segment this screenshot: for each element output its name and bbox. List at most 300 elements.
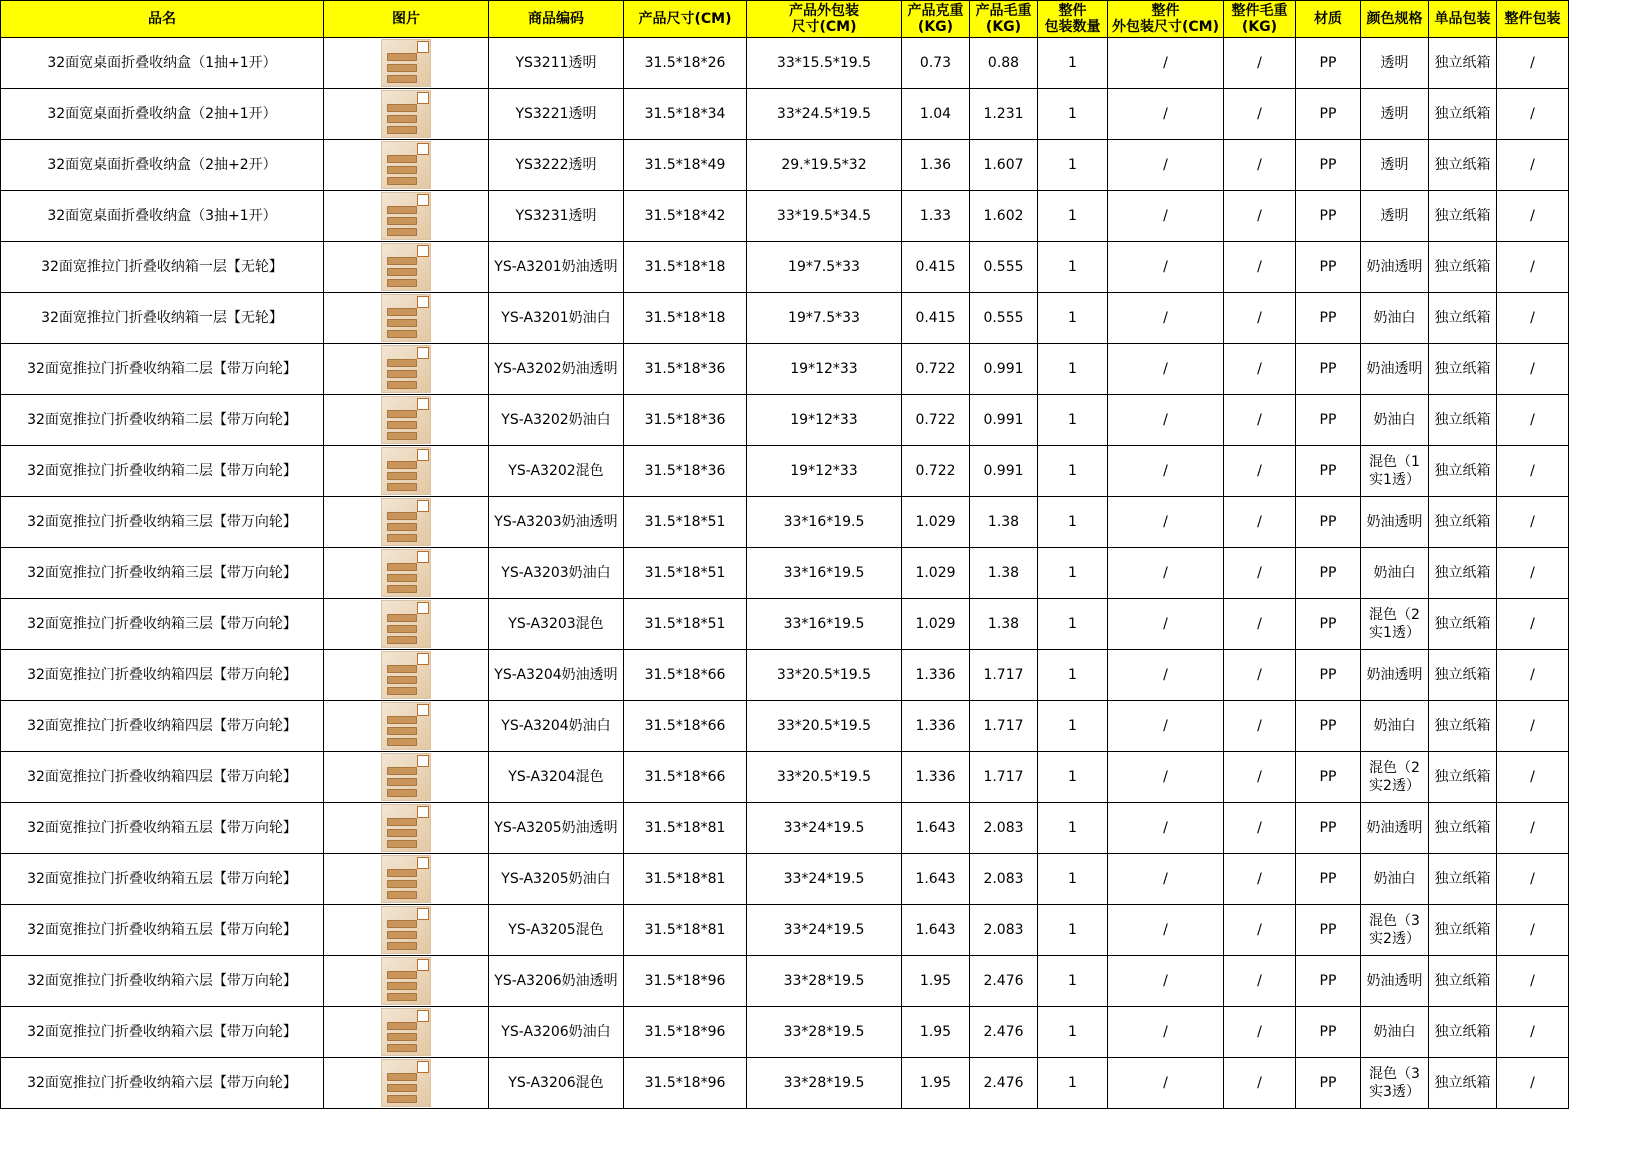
thumbnail-drawer xyxy=(387,563,417,571)
thumbnail-drawer xyxy=(387,1044,417,1052)
table-row xyxy=(1,497,1569,548)
product-code-cell: YS3211透明 xyxy=(489,38,624,89)
thumbnail-drawer xyxy=(387,880,417,888)
case-weight-cell: / xyxy=(1224,395,1296,446)
header-label: 整件毛重 xyxy=(1231,3,1288,19)
product-code-cell: YS-A3204奶油白 xyxy=(489,701,624,752)
net-weight-cell: 1.04 xyxy=(902,89,970,140)
thumbnail-drawer xyxy=(387,534,417,542)
product-image-cell xyxy=(324,1058,489,1109)
case-size-cell: / xyxy=(1108,140,1224,191)
table-row xyxy=(1,140,1569,191)
header-label: 产品克重 xyxy=(907,3,964,19)
package-size-cell: 33*24*19.5 xyxy=(747,905,902,956)
case-size-cell: / xyxy=(1108,293,1224,344)
package-size-cell: 33*19.5*34.5 xyxy=(747,191,902,242)
thumbnail-drawer xyxy=(387,217,417,225)
net-weight-cell: 1.029 xyxy=(902,497,970,548)
thumbnail-drawer xyxy=(387,869,417,877)
case-weight-cell: / xyxy=(1224,1058,1296,1109)
thumbnail-drawer xyxy=(387,738,417,746)
case-package-cell: / xyxy=(1497,650,1569,701)
thumbnail-drawer xyxy=(387,523,417,531)
case-weight-cell: / xyxy=(1224,599,1296,650)
thumbnail-drawer xyxy=(387,727,417,735)
thumbnail-drawer xyxy=(387,665,417,673)
unit-package-cell: 独立纸箱 xyxy=(1429,752,1497,803)
product-size-cell: 31.5*18*96 xyxy=(624,1058,747,1109)
thumbnail-drawer xyxy=(387,716,417,724)
table-row xyxy=(1,905,1569,956)
thumbnail-drawer xyxy=(387,971,417,979)
product-name-cell: 32面宽推拉门折叠收纳箱四层【带万向轮】 xyxy=(1,701,324,752)
thumbnail-drawer xyxy=(387,155,417,163)
net-weight-cell: 0.722 xyxy=(902,344,970,395)
package-size-cell: 33*24*19.5 xyxy=(747,803,902,854)
material-cell: PP xyxy=(1296,854,1361,905)
net-weight-cell: 1.643 xyxy=(902,803,970,854)
gross-weight-cell: 1.38 xyxy=(970,497,1038,548)
table-row xyxy=(1,89,1569,140)
header-label: 产品外包装 xyxy=(789,3,859,19)
col-color-header xyxy=(1361,1,1429,38)
net-weight-cell: 1.336 xyxy=(902,752,970,803)
product-size-cell: 31.5*18*42 xyxy=(624,191,747,242)
package-size-cell: 33*15.5*19.5 xyxy=(747,38,902,89)
color-spec-cell: 透明 xyxy=(1361,140,1429,191)
product-code-cell: YS3222透明 xyxy=(489,140,624,191)
material-cell: PP xyxy=(1296,446,1361,497)
material-cell: PP xyxy=(1296,344,1361,395)
color-spec-cell: 奶油透明 xyxy=(1361,242,1429,293)
gross-weight-cell: 1.607 xyxy=(970,140,1038,191)
case-weight-cell: / xyxy=(1224,140,1296,191)
product-image-cell xyxy=(324,803,489,854)
net-weight-cell: 1.95 xyxy=(902,1007,970,1058)
thumbnail-drawer xyxy=(387,931,417,939)
product-thumbnail-image xyxy=(381,600,431,648)
case-qty-cell: 1 xyxy=(1038,1058,1108,1109)
thumbnail-drawer xyxy=(387,1095,417,1103)
product-size-cell: 31.5*18*18 xyxy=(624,293,747,344)
col-net-weight-header xyxy=(902,1,970,38)
thumbnail-label xyxy=(417,959,429,971)
product-code-cell: YS-A3201奶油透明 xyxy=(489,242,624,293)
table-row xyxy=(1,854,1569,905)
package-size-cell: 33*24.5*19.5 xyxy=(747,89,902,140)
thumbnail-drawer xyxy=(387,461,417,469)
table-row xyxy=(1,1058,1569,1109)
thumbnail-drawer xyxy=(387,75,417,83)
product-image-cell xyxy=(324,38,489,89)
product-name-cell: 32面宽推拉门折叠收纳箱五层【带万向轮】 xyxy=(1,854,324,905)
unit-package-cell: 独立纸箱 xyxy=(1429,497,1497,548)
case-package-cell: / xyxy=(1497,191,1569,242)
thumbnail-drawer xyxy=(387,308,417,316)
gross-weight-cell: 1.38 xyxy=(970,548,1038,599)
unit-package-cell: 独立纸箱 xyxy=(1429,242,1497,293)
net-weight-cell: 1.336 xyxy=(902,650,970,701)
unit-package-cell: 独立纸箱 xyxy=(1429,548,1497,599)
material-cell: PP xyxy=(1296,1007,1361,1058)
thumbnail-label xyxy=(417,653,429,665)
thumbnail-drawer xyxy=(387,1084,417,1092)
thumbnail-drawer xyxy=(387,228,417,236)
thumbnail-drawer xyxy=(387,891,417,899)
case-size-cell: / xyxy=(1108,344,1224,395)
thumbnail-drawer xyxy=(387,370,417,378)
case-weight-cell: / xyxy=(1224,89,1296,140)
col-size-header xyxy=(624,1,747,38)
color-spec-cell: 透明 xyxy=(1361,38,1429,89)
product-thumbnail-image xyxy=(381,549,431,597)
unit-package-cell: 独立纸箱 xyxy=(1429,599,1497,650)
gross-weight-cell: 0.555 xyxy=(970,242,1038,293)
unit-package-cell: 独立纸箱 xyxy=(1429,293,1497,344)
case-size-cell: / xyxy=(1108,38,1224,89)
header-label: 颜色规格 xyxy=(1366,11,1423,27)
thumbnail-drawer xyxy=(387,778,417,786)
case-size-cell: / xyxy=(1108,905,1224,956)
product-thumbnail-image xyxy=(381,141,431,189)
product-image-cell xyxy=(324,599,489,650)
case-weight-cell: / xyxy=(1224,905,1296,956)
product-thumbnail-image xyxy=(381,1059,431,1107)
thumbnail-drawer xyxy=(387,257,417,265)
unit-package-cell: 独立纸箱 xyxy=(1429,140,1497,191)
net-weight-cell: 1.33 xyxy=(902,191,970,242)
product-code-cell: YS-A3205混色 xyxy=(489,905,624,956)
product-code-cell: YS-A3204奶油透明 xyxy=(489,650,624,701)
case-weight-cell: / xyxy=(1224,701,1296,752)
net-weight-cell: 0.73 xyxy=(902,38,970,89)
package-size-cell: 33*28*19.5 xyxy=(747,1058,902,1109)
table-row xyxy=(1,752,1569,803)
header-label: (KG) xyxy=(917,19,954,35)
product-name-cell: 32面宽桌面折叠收纳盒（1抽+1开） xyxy=(1,38,324,89)
case-qty-cell: 1 xyxy=(1038,701,1108,752)
material-cell: PP xyxy=(1296,803,1361,854)
product-image-cell xyxy=(324,344,489,395)
table-row xyxy=(1,701,1569,752)
case-qty-cell: 1 xyxy=(1038,956,1108,1007)
thumbnail-drawer xyxy=(387,206,417,214)
case-package-cell: / xyxy=(1497,446,1569,497)
net-weight-cell: 1.643 xyxy=(902,854,970,905)
table-row xyxy=(1,395,1569,446)
product-image-cell xyxy=(324,752,489,803)
col-unit-package-header xyxy=(1429,1,1497,38)
material-cell: PP xyxy=(1296,956,1361,1007)
product-name-cell: 32面宽桌面折叠收纳盒（2抽+2开） xyxy=(1,140,324,191)
case-package-cell: / xyxy=(1497,854,1569,905)
thumbnail-drawer xyxy=(387,53,417,61)
case-package-cell: / xyxy=(1497,548,1569,599)
case-size-cell: / xyxy=(1108,191,1224,242)
product-code-cell: YS3231透明 xyxy=(489,191,624,242)
net-weight-cell: 1.95 xyxy=(902,1058,970,1109)
case-weight-cell: / xyxy=(1224,191,1296,242)
color-spec-cell: 透明 xyxy=(1361,89,1429,140)
product-thumbnail-image xyxy=(381,243,431,291)
thumbnail-drawer xyxy=(387,104,417,112)
product-image-cell xyxy=(324,854,489,905)
thumbnail-drawer xyxy=(387,381,417,389)
color-spec-cell: 奶油透明 xyxy=(1361,956,1429,1007)
color-spec-cell: 奶油白 xyxy=(1361,854,1429,905)
product-name-cell: 32面宽推拉门折叠收纳箱五层【带万向轮】 xyxy=(1,803,324,854)
product-code-cell: YS-A3202奶油白 xyxy=(489,395,624,446)
product-thumbnail-image xyxy=(381,396,431,444)
color-spec-cell: 奶油白 xyxy=(1361,548,1429,599)
thumbnail-drawer xyxy=(387,574,417,582)
thumbnail-drawer xyxy=(387,789,417,797)
product-thumbnail-image xyxy=(381,702,431,750)
case-weight-cell: / xyxy=(1224,1007,1296,1058)
case-size-cell: / xyxy=(1108,854,1224,905)
case-package-cell: / xyxy=(1497,905,1569,956)
color-spec-cell: 奶油白 xyxy=(1361,395,1429,446)
thumbnail-drawer xyxy=(387,421,417,429)
case-qty-cell: 1 xyxy=(1038,803,1108,854)
product-code-cell: YS-A3205奶油白 xyxy=(489,854,624,905)
case-package-cell: / xyxy=(1497,89,1569,140)
product-size-cell: 31.5*18*81 xyxy=(624,803,747,854)
case-package-cell: / xyxy=(1497,140,1569,191)
header-label: 整件 xyxy=(1058,3,1087,19)
product-size-cell: 31.5*18*49 xyxy=(624,140,747,191)
case-package-cell: / xyxy=(1497,1007,1569,1058)
net-weight-cell: 1.029 xyxy=(902,599,970,650)
unit-package-cell: 独立纸箱 xyxy=(1429,854,1497,905)
case-qty-cell: 1 xyxy=(1038,905,1108,956)
gross-weight-cell: 1.717 xyxy=(970,752,1038,803)
table-row xyxy=(1,1007,1569,1058)
product-name-cell: 32面宽推拉门折叠收纳箱三层【带万向轮】 xyxy=(1,548,324,599)
table-row xyxy=(1,242,1569,293)
thumbnail-label xyxy=(417,143,429,155)
package-size-cell: 33*24*19.5 xyxy=(747,854,902,905)
product-code-cell: YS-A3202混色 xyxy=(489,446,624,497)
product-thumbnail-image xyxy=(381,447,431,495)
product-thumbnail-image xyxy=(381,192,431,240)
material-cell: PP xyxy=(1296,650,1361,701)
product-code-cell: YS-A3203奶油白 xyxy=(489,548,624,599)
package-size-cell: 19*12*33 xyxy=(747,446,902,497)
material-cell: PP xyxy=(1296,752,1361,803)
case-qty-cell: 1 xyxy=(1038,752,1108,803)
header-label: 整件 xyxy=(1151,3,1180,19)
case-qty-cell: 1 xyxy=(1038,446,1108,497)
header-label: 材质 xyxy=(1314,11,1342,27)
thumbnail-label xyxy=(417,41,429,53)
col-case-package-header xyxy=(1497,1,1569,38)
col-material-header xyxy=(1296,1,1361,38)
package-size-cell: 33*28*19.5 xyxy=(747,956,902,1007)
product-code-cell: YS-A3206混色 xyxy=(489,1058,624,1109)
unit-package-cell: 独立纸箱 xyxy=(1429,344,1497,395)
product-size-cell: 31.5*18*66 xyxy=(624,701,747,752)
thumbnail-drawer xyxy=(387,268,417,276)
gross-weight-cell: 2.476 xyxy=(970,956,1038,1007)
thumbnail-drawer xyxy=(387,359,417,367)
product-name-cell: 32面宽推拉门折叠收纳箱二层【带万向轮】 xyxy=(1,446,324,497)
col-case-qty-header xyxy=(1038,1,1108,38)
table-row xyxy=(1,191,1569,242)
thumbnail-drawer xyxy=(387,625,417,633)
gross-weight-cell: 2.083 xyxy=(970,854,1038,905)
unit-package-cell: 独立纸箱 xyxy=(1429,446,1497,497)
header-label: (KG) xyxy=(1241,19,1278,35)
net-weight-cell: 1.029 xyxy=(902,548,970,599)
gross-weight-cell: 0.88 xyxy=(970,38,1038,89)
col-code-header xyxy=(489,1,624,38)
case-weight-cell: / xyxy=(1224,293,1296,344)
case-weight-cell: / xyxy=(1224,548,1296,599)
product-name-cell: 32面宽推拉门折叠收纳箱五层【带万向轮】 xyxy=(1,905,324,956)
package-size-cell: 19*12*33 xyxy=(747,395,902,446)
header-label: 整件包装 xyxy=(1504,11,1561,27)
case-qty-cell: 1 xyxy=(1038,548,1108,599)
case-weight-cell: / xyxy=(1224,38,1296,89)
case-weight-cell: / xyxy=(1224,497,1296,548)
case-package-cell: / xyxy=(1497,803,1569,854)
product-size-cell: 31.5*18*36 xyxy=(624,395,747,446)
thumbnail-drawer xyxy=(387,676,417,684)
package-size-cell: 33*16*19.5 xyxy=(747,497,902,548)
case-size-cell: / xyxy=(1108,242,1224,293)
color-spec-cell: 奶油透明 xyxy=(1361,497,1429,548)
net-weight-cell: 1.36 xyxy=(902,140,970,191)
product-image-cell xyxy=(324,89,489,140)
package-size-cell: 33*16*19.5 xyxy=(747,599,902,650)
col-name-header xyxy=(1,1,324,38)
header-label: 包装数量 xyxy=(1044,19,1101,35)
thumbnail-label xyxy=(417,245,429,257)
case-size-cell: / xyxy=(1108,1058,1224,1109)
product-thumbnail-image xyxy=(381,345,431,393)
product-code-cell: YS-A3206奶油透明 xyxy=(489,956,624,1007)
product-size-cell: 31.5*18*96 xyxy=(624,1007,747,1058)
case-qty-cell: 1 xyxy=(1038,242,1108,293)
header-label: 产品尺寸(CM) xyxy=(638,11,732,27)
product-code-cell: YS-A3203奶油透明 xyxy=(489,497,624,548)
thumbnail-drawer xyxy=(387,614,417,622)
product-image-cell xyxy=(324,191,489,242)
unit-package-cell: 独立纸箱 xyxy=(1429,191,1497,242)
material-cell: PP xyxy=(1296,191,1361,242)
case-qty-cell: 1 xyxy=(1038,1007,1108,1058)
case-qty-cell: 1 xyxy=(1038,293,1108,344)
product-name-cell: 32面宽推拉门折叠收纳箱六层【带万向轮】 xyxy=(1,1007,324,1058)
material-cell: PP xyxy=(1296,599,1361,650)
case-qty-cell: 1 xyxy=(1038,38,1108,89)
thumbnail-label xyxy=(417,857,429,869)
color-spec-cell: 奶油透明 xyxy=(1361,650,1429,701)
product-name-cell: 32面宽推拉门折叠收纳箱三层【带万向轮】 xyxy=(1,599,324,650)
header-label: 商品编码 xyxy=(528,11,584,27)
product-size-cell: 31.5*18*81 xyxy=(624,854,747,905)
product-image-cell xyxy=(324,446,489,497)
material-cell: PP xyxy=(1296,38,1361,89)
product-name-cell: 32面宽推拉门折叠收纳箱三层【带万向轮】 xyxy=(1,497,324,548)
thumbnail-drawer xyxy=(387,177,417,185)
case-package-cell: / xyxy=(1497,599,1569,650)
case-size-cell: / xyxy=(1108,89,1224,140)
thumbnail-drawer xyxy=(387,993,417,1001)
thumbnail-drawer xyxy=(387,982,417,990)
thumbnail-label xyxy=(417,92,429,104)
thumbnail-drawer xyxy=(387,767,417,775)
product-name-cell: 32面宽推拉门折叠收纳箱四层【带万向轮】 xyxy=(1,752,324,803)
case-package-cell: / xyxy=(1497,38,1569,89)
thumbnail-drawer xyxy=(387,279,417,287)
unit-package-cell: 独立纸箱 xyxy=(1429,89,1497,140)
thumbnail-drawer xyxy=(387,920,417,928)
thumbnail-drawer xyxy=(387,1022,417,1030)
product-size-cell: 31.5*18*66 xyxy=(624,650,747,701)
material-cell: PP xyxy=(1296,905,1361,956)
thumbnail-drawer xyxy=(387,472,417,480)
case-size-cell: / xyxy=(1108,395,1224,446)
net-weight-cell: 1.95 xyxy=(902,956,970,1007)
unit-package-cell: 独立纸箱 xyxy=(1429,956,1497,1007)
gross-weight-cell: 2.476 xyxy=(970,1058,1038,1109)
product-name-cell: 32面宽桌面折叠收纳盒（3抽+1开） xyxy=(1,191,324,242)
product-image-cell xyxy=(324,497,489,548)
package-size-cell: 33*16*19.5 xyxy=(747,548,902,599)
case-size-cell: / xyxy=(1108,599,1224,650)
thumbnail-drawer xyxy=(387,64,417,72)
thumbnail-drawer xyxy=(387,942,417,950)
case-size-cell: / xyxy=(1108,803,1224,854)
header-label: 图片 xyxy=(392,11,420,27)
product-image-cell xyxy=(324,1007,489,1058)
product-thumbnail-image xyxy=(381,753,431,801)
unit-package-cell: 独立纸箱 xyxy=(1429,1058,1497,1109)
case-size-cell: / xyxy=(1108,752,1224,803)
header-label: 尺寸(CM) xyxy=(791,19,857,35)
product-size-cell: 31.5*18*36 xyxy=(624,446,747,497)
product-image-cell xyxy=(324,395,489,446)
case-qty-cell: 1 xyxy=(1038,395,1108,446)
color-spec-cell: 混色（2实2透） xyxy=(1361,752,1429,803)
product-name-cell: 32面宽推拉门折叠收纳箱二层【带万向轮】 xyxy=(1,395,324,446)
case-qty-cell: 1 xyxy=(1038,191,1108,242)
thumbnail-drawer xyxy=(387,1033,417,1041)
product-image-cell xyxy=(324,242,489,293)
case-size-cell: / xyxy=(1108,956,1224,1007)
material-cell: PP xyxy=(1296,140,1361,191)
thumbnail-label xyxy=(417,1010,429,1022)
gross-weight-cell: 1.717 xyxy=(970,701,1038,752)
product-image-cell xyxy=(324,140,489,191)
product-image-cell xyxy=(324,293,489,344)
case-package-cell: / xyxy=(1497,497,1569,548)
net-weight-cell: 1.336 xyxy=(902,701,970,752)
thumbnail-label xyxy=(417,1061,429,1073)
table-row xyxy=(1,803,1569,854)
case-package-cell: / xyxy=(1497,344,1569,395)
package-size-cell: 33*20.5*19.5 xyxy=(747,650,902,701)
case-weight-cell: / xyxy=(1224,752,1296,803)
product-size-cell: 31.5*18*36 xyxy=(624,344,747,395)
header-row xyxy=(1,1,1569,38)
material-cell: PP xyxy=(1296,293,1361,344)
product-thumbnail-image xyxy=(381,804,431,852)
product-name-cell: 32面宽推拉门折叠收纳箱四层【带万向轮】 xyxy=(1,650,324,701)
net-weight-cell: 0.415 xyxy=(902,293,970,344)
